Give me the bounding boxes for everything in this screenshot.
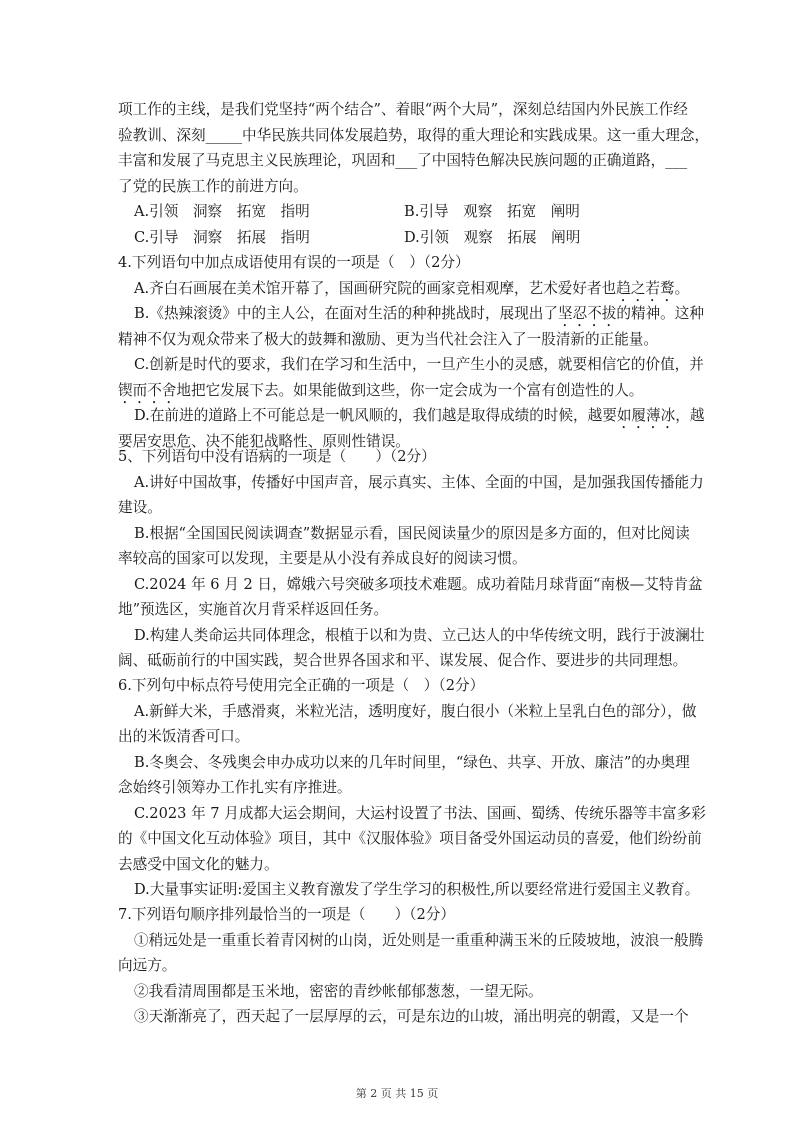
- q7-stem: 7.下列语句顺序排列最恰当的一项是（ ）（2分）: [118, 906, 455, 923]
- q6-option-a: A.新鲜大米，手感滑爽，米粒光洁，透明度好，腹白很小（米粒上呈乳白色的部分），做: [134, 702, 697, 720]
- q4-option-d-text: D.在前进的道路上不可能总是一帆风顺的，我们越是取得成绩的时候，越要: [134, 407, 617, 424]
- q3-option-a: A.引领 洞察 拓宽 指明: [134, 203, 310, 220]
- question-7: [118, 902, 704, 1030]
- q4-option-a-text: 。: [674, 279, 690, 297]
- q6-option-a-continued: 出的米饭清香可口。: [118, 728, 250, 745]
- q4-option-c-continued: [118, 378, 678, 404]
- q6-stem: 6.下列句中标点符号使用完全正确的一项是（ ）（2分）: [118, 677, 485, 694]
- q7-sentence-1-continued: 向远方。: [118, 957, 177, 974]
- q5-option-d: D.构建人类命运共同体理念，根植于以和为贵、立己达人的中华传统文明，践行于波澜壮: [134, 626, 705, 644]
- question-5: [118, 444, 705, 674]
- q7-sentence-3: ③天渐渐亮了，西天起了一层厚厚的云，可是东边的山坡，涌出明亮的朝霞，又是一个: [134, 1008, 689, 1025]
- q4-option-b-continued: 精神不仅为观众带来了极大的鼓舞和激励、更为当代社会注入了一股清新的正能量。: [118, 330, 658, 348]
- q5-option-a-continued: 建设。: [118, 499, 162, 516]
- q5-option-d-continued: 阔、砥砺前行的中国实践，契合世界各国求和平、谋发展、促合作、要进步的共同理想。: [118, 652, 688, 669]
- q4-option-d-idiom: 如履薄冰: [616, 407, 676, 424]
- q3-option-b: B.引导 观察 拓宽 阐明: [404, 203, 580, 220]
- q7-sentence-2: ②我看清周围都是玉米地，密密的青纱帐郁郁葱葱，一望无际。: [134, 982, 543, 1000]
- q5-option-b: B.根据“全国国民阅读调查”数据显示看，国民阅读量少的原因是多方面的，但对比阅读: [134, 524, 690, 542]
- question-4: [118, 250, 705, 454]
- q3-text-line: 验教训、深刻_____中华民族共同体发展趋势，取得的重大理论和实践成果。这一重大理念，: [118, 126, 710, 144]
- q6-option-b: B.冬奥会、冬残奥会申办成功以来的几年时间里，“绿色、共享、开放、廉洁”的办奥理: [134, 753, 690, 771]
- q6-option-c-continued: 的《中国文化互动体验》项目，其中《汉服体验》项目备受外国运动员的喜爱，他们纷纷前: [118, 830, 702, 847]
- q3-text-line: 项工作的主线，是我们党坚持“两个结合”、着眼“两个大局”，深刻总结国内外民族工作经: [118, 101, 688, 118]
- q4-option-c: C.创新是时代的要求，我们在学习和生活中，一旦产生小的灵感，就要相信它的价值，并: [134, 356, 704, 373]
- q6-option-d: D.大量事实证明:爱国主义教育激发了学生学习的积极性,所以要经常进行爱国主义教育。: [134, 881, 700, 898]
- q3-text-line: 了党的民族工作的前进方向。: [118, 177, 308, 195]
- q4-option-d-continued: 要居安思危、决不能犯战略性、原则性错误。: [118, 432, 410, 450]
- q4-option-c-idiom: 锲而不舍: [118, 381, 177, 399]
- q4-option-b-text: B.《热辣滚烫》中的主人公，在面对生活的种种挑战时，展现出了: [134, 305, 558, 322]
- q4-option-a-idiom: 趋之若鹜: [616, 279, 675, 297]
- q5-option-c-continued: 地”预选区，实施首次月背采样返回任务。: [118, 601, 389, 618]
- q6-option-c: C.2023 年 7 月成都大运会期间，大运村设置了书法、国画、蜀绣、传统乐器等丰富多彩: [134, 804, 706, 822]
- q4-option-b-idiom: 坚忍不拔: [558, 305, 617, 322]
- q3-text-line: 丰富和发展了马克思主义民族理论，巩固和___了中国特色解决民族问题的正确道路，___: [118, 152, 688, 169]
- q4-option-b: [118, 301, 704, 327]
- q4-stem: 4.下列语句中加点成语使用有误的一项是（ ）（2分）: [118, 254, 470, 271]
- q4-option-a: [118, 276, 690, 302]
- q3-option-c: C.引导 洞察 拓展 指明: [134, 228, 310, 246]
- question-3: [118, 97, 710, 250]
- q7-sentence-1: ①稍远处是一重重长着青冈树的山岗，近处则是一重重种满玉米的丘陵坡地，波浪一般腾: [134, 931, 704, 949]
- q5-option-b-continued: 率较高的国家可以发现，主要是从小没有养成良好的阅读习惯。: [118, 550, 527, 567]
- q5-stem: 5、下列语句中没有语病的一项是（ ）（2分）: [118, 448, 436, 465]
- q4-option-a-text: A.齐白石画展在美术馆开幕了，国画研究院的画家竞相观摩，艺术爱好者也: [134, 279, 617, 297]
- q4-option-b-text: 的精神。这种: [616, 305, 704, 322]
- q6-option-b-continued: 念始终引领筹办工作扎实有序推进。: [118, 779, 352, 796]
- page-number: 第 2 页 共 15 页: [355, 1087, 439, 1100]
- q3-option-d: D.引领 观察 拓展 阐明: [404, 228, 581, 246]
- q4-option-d: [118, 403, 705, 429]
- q5-option-a: A.讲好中国故事，传播好中国声音，展示真实、主体、全面的中国，是加强我国传播能力: [134, 473, 704, 491]
- q3-options-row: [118, 225, 678, 251]
- q4-option-d-text: ，越: [675, 407, 705, 424]
- q4-option-c-text: 地把它发展下去。如果能做到这些，你一定会成为一个富有创造性的人。: [176, 381, 644, 399]
- q6-option-c-continued: 去感受中国文化的魅力。: [118, 855, 279, 873]
- question-6: [118, 673, 706, 903]
- q3-options-row: [118, 199, 678, 225]
- q5-option-c: C.2024 年 6 月 2 日，嫦娥六号突破多项技术难题。成功着陆月球背面“南极—艾特肯盆: [134, 575, 703, 593]
